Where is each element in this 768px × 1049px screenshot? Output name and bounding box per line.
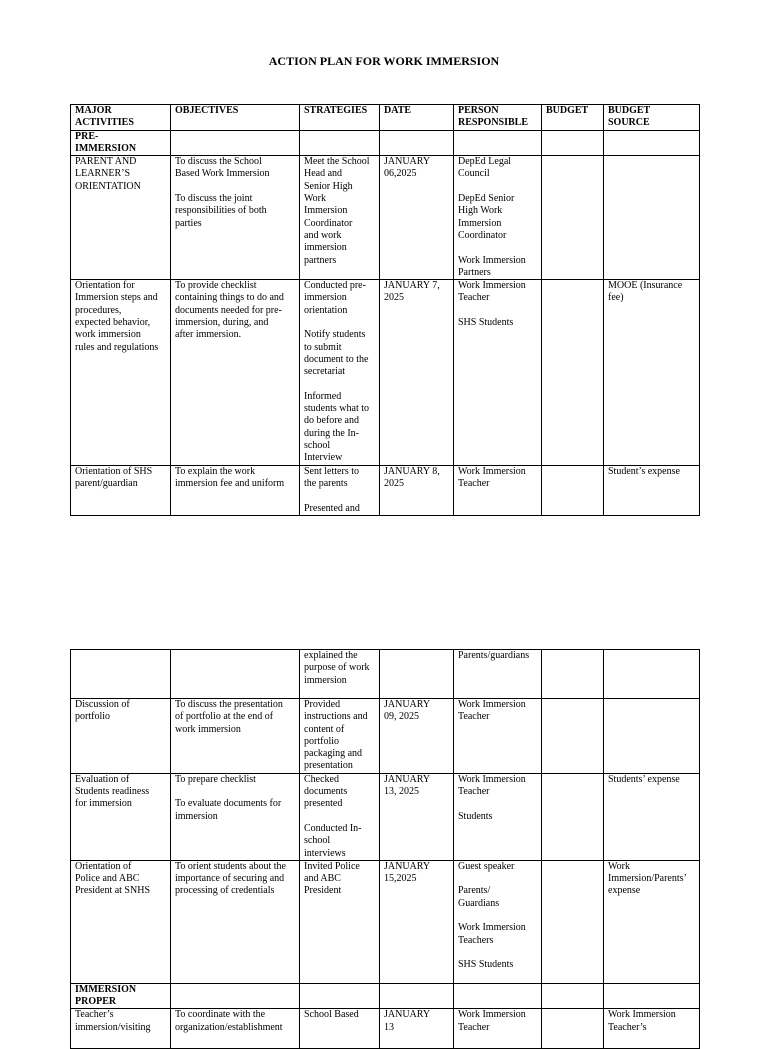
cell-person: Parents/guardians xyxy=(454,650,542,699)
table-row xyxy=(71,465,700,515)
cell-source xyxy=(604,156,700,280)
cell-date: JANUARY 7, 2025 xyxy=(380,280,454,465)
cell-source: Work Immersion Teacher’s xyxy=(604,1009,700,1049)
header-strategies: STRATEGIES xyxy=(300,105,380,131)
header-budget: BUDGET xyxy=(542,105,604,131)
cell-budget xyxy=(542,280,604,465)
cell-objectives: To explain the work immersion fee and uniform xyxy=(171,465,300,515)
cell-source xyxy=(604,699,700,774)
cell-person: Work Immersion Teacher SHS Students xyxy=(454,280,542,465)
cell-budget xyxy=(542,1009,604,1049)
cell-activity: Teacher’s immersion/visiting xyxy=(71,1009,171,1049)
cell-objectives: To discuss the School Based Work Immersion To discuss the joint responsibilities of both parties xyxy=(171,156,300,280)
cell-budget xyxy=(542,465,604,515)
cell-budget xyxy=(542,773,604,860)
action-plan-table-part-2 xyxy=(70,649,700,1049)
cell-objectives: To coordinate with the organization/establishment xyxy=(171,1009,300,1049)
cell-budget xyxy=(542,650,604,699)
cell-person: DepEd Legal Council DepEd Senior High Work Immersion Coordinator Work Immersion Partners xyxy=(454,156,542,280)
cell-strategies: Provided instructions and content of portfolio packaging and presentation xyxy=(300,699,380,774)
cell-activity xyxy=(71,650,171,699)
cell-source: Work Immersion/Parents’ expense xyxy=(604,860,700,983)
table-header-row xyxy=(71,105,700,131)
table-row xyxy=(71,650,700,699)
header-major-activities: MAJOR ACTIVITIES xyxy=(71,105,171,131)
cell-activity: Orientation of SHS parent/guardian xyxy=(71,465,171,515)
cell-person: Work Immersion Teacher Students xyxy=(454,773,542,860)
cell-person: Guest speaker Parents/ Guardians Work Immersion Teachers SHS Students xyxy=(454,860,542,983)
cell-budget xyxy=(542,156,604,280)
cell-source: Student’s expense xyxy=(604,465,700,515)
table-row xyxy=(71,860,700,983)
cell-budget xyxy=(542,699,604,774)
section-label: IMMERSION PROPER xyxy=(71,983,171,1009)
cell-person: Work Immersion Teacher xyxy=(454,1009,542,1049)
cell-objectives xyxy=(171,650,300,699)
cell-source: Students’ expense xyxy=(604,773,700,860)
cell-person: Work Immersion Teacher xyxy=(454,699,542,774)
table-row xyxy=(71,280,700,465)
table-row xyxy=(71,1009,700,1049)
table-row xyxy=(71,699,700,774)
cell-strategies: Invited Police and ABC President xyxy=(300,860,380,983)
page-title: ACTION PLAN FOR WORK IMMERSION xyxy=(268,54,500,68)
section-row-pre-immersion xyxy=(71,130,700,156)
cell-objectives: To prepare checklist To evaluate documents for immersion xyxy=(171,773,300,860)
cell-source xyxy=(604,650,700,699)
cell-date: JANUARY 13, 2025 xyxy=(380,773,454,860)
cell-activity: PARENT AND LEARNER’S ORIENTATION xyxy=(71,156,171,280)
cell-activity: Discussion of portfolio xyxy=(71,699,171,774)
header-person-responsible: PERSON RESPONSIBLE xyxy=(454,105,542,131)
cell-date: JANUARY 13 xyxy=(380,1009,454,1049)
cell-strategies: Checked documents presented Conducted In- school interviews xyxy=(300,773,380,860)
header-budget-source: BUDGET SOURCE xyxy=(604,105,700,131)
section-row-immersion-proper xyxy=(71,983,700,1009)
cell-date: JANUARY 06,2025 xyxy=(380,156,454,280)
cell-objectives: To discuss the presentation of portfolio at the end of work immersion xyxy=(171,699,300,774)
cell-source: MOOE (Insurance fee) xyxy=(604,280,700,465)
cell-activity: Orientation for Immersion steps and procedures, expected behavior, work immersion rules and regulations xyxy=(71,280,171,465)
cell-activity: Orientation of Police and ABC President at SNHS xyxy=(71,860,171,983)
cell-person: Work Immersion Teacher xyxy=(454,465,542,515)
cell-date: JANUARY 8, 2025 xyxy=(380,465,454,515)
section-label: PRE- IMMERSION xyxy=(71,130,171,156)
cell-activity: Evaluation of Students readiness for immersion xyxy=(71,773,171,860)
cell-strategies: explained the purpose of work immersion xyxy=(300,650,380,699)
cell-strategies: Sent letters to the parents Presented and xyxy=(300,465,380,515)
cell-date xyxy=(380,650,454,699)
header-objectives: OBJECTIVES xyxy=(171,105,300,131)
cell-objectives: To orient students about the importance of securing and processing of credentials xyxy=(171,860,300,983)
cell-strategies: Meet the School Head and Senior High Work Immersion Coordinator and work immersion partners xyxy=(300,156,380,280)
cell-date: JANUARY 15,2025 xyxy=(380,860,454,983)
cell-strategies: Conducted pre- immersion orientation Notify students to submit document to the secretariat Informed students what to do before and during the In- school Interview xyxy=(300,280,380,465)
action-plan-table-part-1 xyxy=(70,104,700,516)
table-row xyxy=(71,156,700,280)
cell-date: JANUARY 09, 2025 xyxy=(380,699,454,774)
cell-strategies: School Based xyxy=(300,1009,380,1049)
header-date: DATE xyxy=(380,105,454,131)
table-row xyxy=(71,773,700,860)
cell-budget xyxy=(542,860,604,983)
cell-objectives: To provide checklist containing things to do and documents needed for pre- immersion, during, and after immersion. xyxy=(171,280,300,465)
